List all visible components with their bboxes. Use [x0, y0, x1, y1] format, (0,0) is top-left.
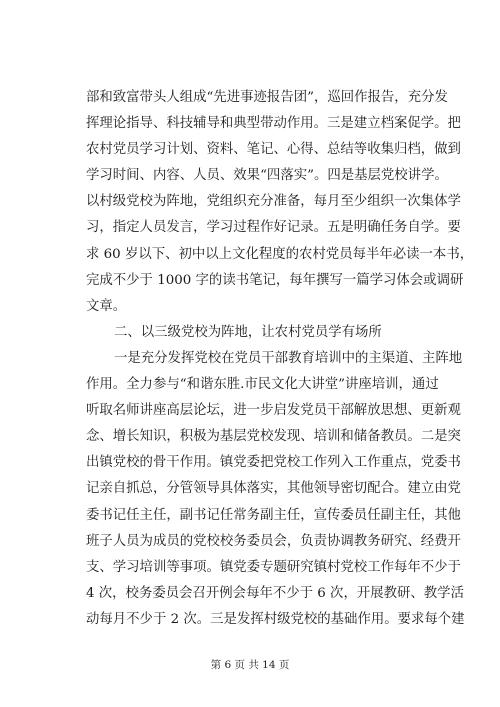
text-line: 部和致富带头人组成“先进事迹报告团”，巡回作报告，充分发: [86, 90, 448, 105]
text-line: 听取名师讲座高层论坛，进一步启发党员干部解放思想、更新观: [86, 403, 461, 419]
text-line: 委书记任主任，副书记任常务副主任，宣传委员任副主任，其他: [86, 507, 461, 523]
text-line: 以村级党校为阵地，党组织充分准备，每月至少组织一次集体学: [86, 194, 461, 210]
text-line: 一是充分发挥党校在党员干部教育培训中的主渠道、主阵地: [114, 350, 463, 366]
text-line: 动每月不少于 2 次。三是发挥村级党校的基础作用。要求每个建: [86, 611, 465, 627]
text-line: 习，指定人员发言，学习过程作好记录。五是明确任务自学。要: [86, 220, 461, 236]
text-line: 念、增长知识，积极为基层党校发现、培训和储备教员。二是突: [86, 429, 461, 445]
text-line: 出镇党校的骨干作用。镇党委把党校工作列入工作重点，党委书: [86, 455, 461, 471]
text-line: 记亲自抓总，分管领导具体落实，其他领导密切配合。建立由党: [86, 481, 461, 497]
text-line: 求 60 岁以下、初中以上文化程度的农村党员每半年必读一本书，: [86, 246, 474, 262]
text-line: 农村党员学习计划、资料、笔记、心得、总结等收集归档，做到: [86, 142, 461, 158]
body-text: [86, 85, 474, 633]
text-line: 完成不少于 1000 字的读书笔记，每年撰写一篇学习体会或调研: [86, 272, 464, 288]
text-line: 支、学习培训等事项。镇党委专题研究镇村党校工作每年不少于: [86, 559, 461, 575]
text-line: 4 次，校务委员会召开例会每年不少于 6 次，开展教研、教学活: [86, 585, 464, 601]
text-line: 班子人员为成员的党校校务委员会，负责协调教务研究、经费开: [86, 533, 461, 549]
page-footer: 第 6 页 共 14 页: [210, 659, 290, 671]
text-line: 学习时间、内容、人员、效果“四落实”。四是基层党校讲学。: [86, 168, 448, 184]
text-line: 作用。全力参与“和谐东胜.市民文化大讲堂”讲座培训，通过: [86, 377, 439, 393]
text-line: 挥理论指导、科技辅导和典型带动作用。三是建立档案促学。把: [86, 116, 461, 132]
text-line: 文章。: [86, 298, 127, 314]
text-line: 二、以三级党校为阵地，让农村党员学有场所: [114, 324, 382, 340]
